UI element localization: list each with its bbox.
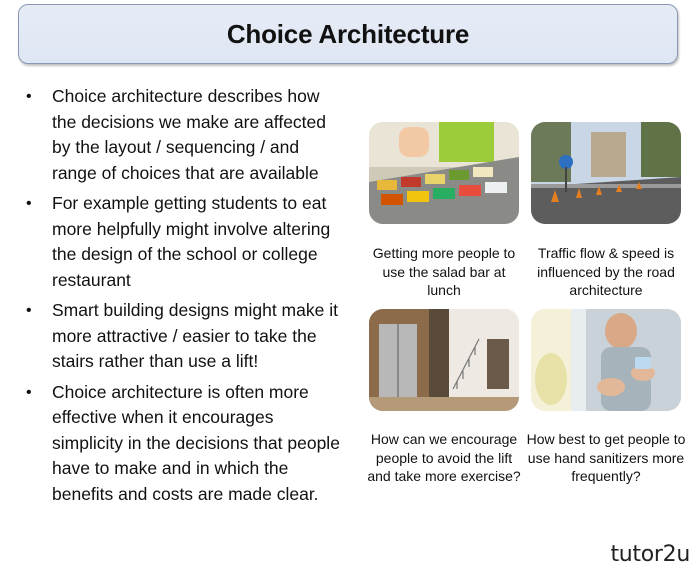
salad-bar-photo [369,122,519,224]
page-title: Choice Architecture [226,18,470,49]
bullet-list [24,84,344,512]
bullet-item: • Choice architecture describes how the decisions we make are affected by the layout / sequencing / and range of choices that are available [26,86,327,183]
road-works-icon [531,122,681,224]
hand-sanitizer-icon [531,309,681,411]
title-banner [18,4,678,64]
bullet-icon: • [26,195,32,212]
salad-bar-icon [369,122,519,224]
bullet-item: • For example getting students to eat more helpfully might involve altering the design of the school or college restaurant [26,193,331,290]
hand-sanitizer-photo [531,309,681,411]
tutor2u-logo: tutor2u [610,542,690,567]
bullet-icon: • [26,302,32,319]
tile-caption: How can we encourage people to avoid the lift and take more exercise? [367,431,521,484]
lift-and-stairs-icon [369,309,519,411]
bullet-icon: • [26,88,32,105]
tile-caption: Traffic flow & speed is influenced by the road architecture [537,245,675,298]
road-works-photo [531,122,681,224]
bullet-item: • Smart building designs might make it more attractive / easier to take the stairs rather than use a lift! [26,300,338,371]
tile-caption: How best to get people to use hand sanitizers more frequently? [526,431,686,484]
bullet-icon: • [26,383,32,401]
bullet-item: • Choice architecture is often more effective when it encourages simplicity in the decisions that people have to make and in which the benefits and costs are made clear. [26,381,340,504]
tile-caption: Getting more people to use the salad bar at lunch [372,245,516,298]
lift-and-stairs-photo [369,309,519,411]
